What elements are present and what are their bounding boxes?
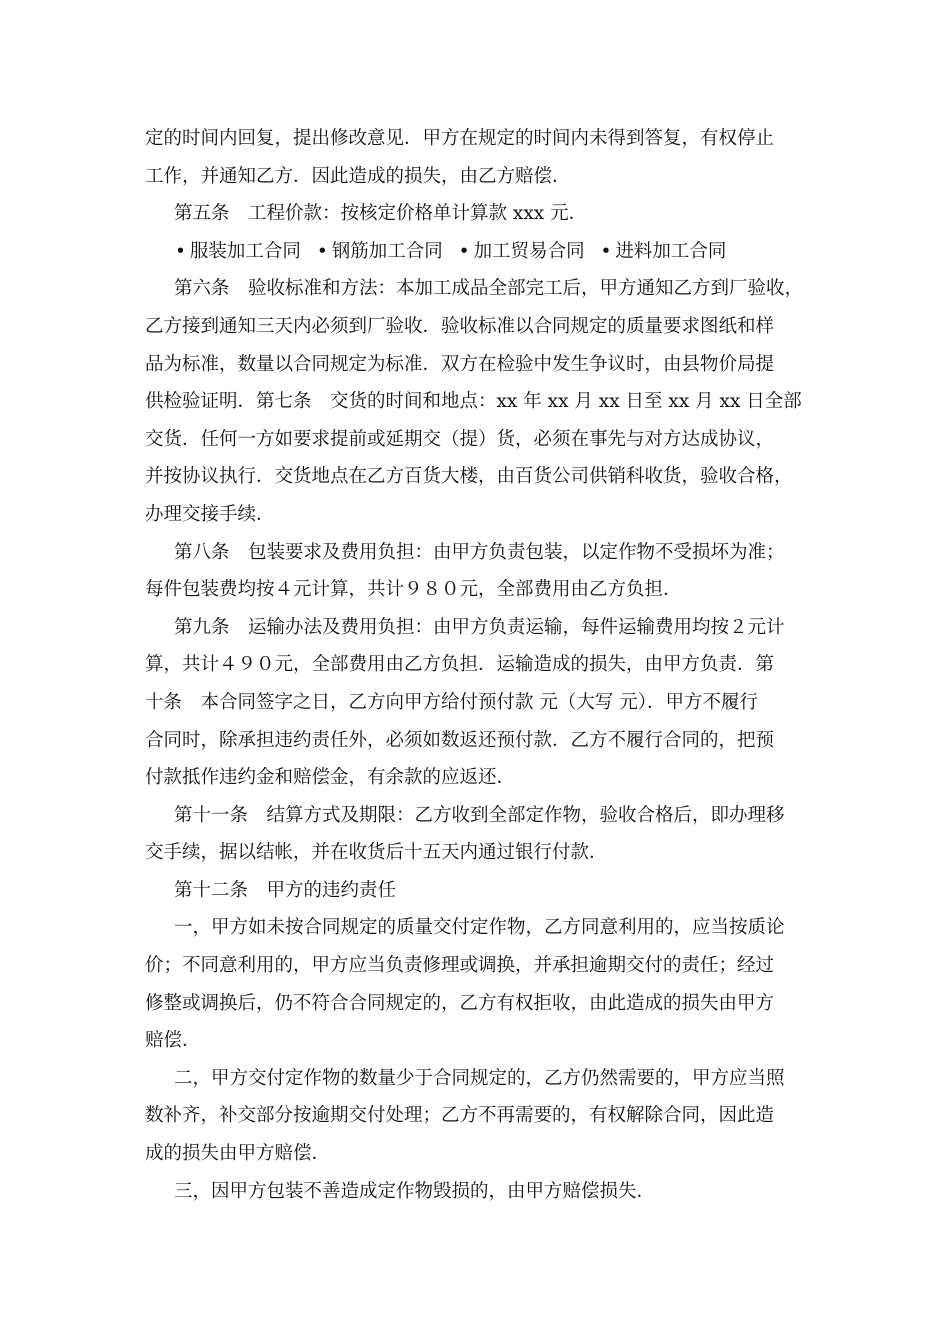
paragraph-line: 供检验证明．第七条 交货的时间和地点：xx 年 xx 月 xx 日至 xx 月 xx 日全部 bbox=[145, 391, 802, 413]
bullet-icon: • bbox=[175, 240, 186, 262]
clause-8-line: 第八条 包装要求及费用负担：由甲方负责包装，以定作物不受损坏为准； bbox=[174, 541, 785, 563]
paragraph-line: 乙方接到通知三天内必须到厂验收．验收标准以合同规定的质量要求图纸和样 bbox=[145, 315, 775, 337]
paragraph-line: 成的损失由甲方赔偿． bbox=[145, 1143, 331, 1165]
paragraph-line: 交手续，据以结帐，并在收货后十五天内通过银行付款． bbox=[145, 842, 608, 864]
paragraph-line: 赔偿． bbox=[145, 1030, 201, 1052]
paragraph-line: 并按协议执行．交货地点在乙方百货大楼，由百货公司供销科收货，验收合格， bbox=[145, 466, 793, 488]
paragraph-line: 付款抵作违约金和赔偿金，有余款的应返还． bbox=[145, 767, 516, 789]
related-link-imported-materials[interactable]: • 进料加工合同 bbox=[600, 240, 727, 262]
bullet-icon: • bbox=[458, 240, 470, 262]
paragraph-line: 每件包装费均按４元计算，共计９８０元，全部费用由乙方负担． bbox=[145, 579, 682, 601]
paragraph-line: 办理交接手续． bbox=[145, 503, 275, 525]
item-1-line: 一，甲方如未按合同规定的质量交付定作物，乙方同意利用的，应当按质论 bbox=[174, 917, 785, 939]
paragraph-line: 价；不同意利用的，甲方应当负责修理或调换，并承担逾期交付的责任；经过 bbox=[145, 955, 775, 977]
related-link-processing-trade[interactable]: • 加工贸易合同 bbox=[458, 240, 585, 262]
paragraph-line: 修整或调换后，仍不符合合同规定的，乙方有权拒收，由此造成的损失由甲方 bbox=[145, 992, 775, 1014]
related-links-row bbox=[145, 233, 825, 271]
related-link-rebar[interactable]: • 钢筋加工合同 bbox=[316, 240, 443, 262]
paragraph-line: 工作，并通知乙方．因此造成的损失，由乙方赔偿． bbox=[145, 165, 571, 187]
clause-11-line: 第十一条 结算方式及期限：乙方收到全部定作物，验收合格后，即办理移 bbox=[174, 804, 785, 826]
clause-5-line: 第五条 工程价款：按核定价格单计算款 xxx 元． bbox=[174, 203, 588, 225]
item-2-line: 二，甲方交付定作物的数量少于合同规定的，乙方仍然需要的，甲方应当照 bbox=[174, 1067, 785, 1089]
paragraph-line: 品为标准，数量以合同规定为标准．双方在检验中发生争议时，由县物价局提 bbox=[145, 353, 775, 375]
document-body bbox=[145, 120, 825, 1210]
paragraph-line: 定的时间内回复，提出修改意见．甲方在规定的时间内未得到答复，有权停止 bbox=[145, 128, 775, 149]
related-link-garment[interactable]: • 服装加工合同 bbox=[175, 240, 301, 262]
bullet-icon: • bbox=[600, 240, 612, 262]
paragraph-line: 合同时，除承担违约责任外，必须如数返还预付款．乙方不履行合同的，把预 bbox=[145, 729, 775, 751]
paragraph-line: 数补齐，补交部分按逾期交付处理；乙方不再需要的，有权解除合同，因此造 bbox=[145, 1105, 775, 1127]
clause-9-line: 第九条 运输办法及费用负担：由甲方负责运输，每件运输费用均按２元计 bbox=[174, 616, 785, 638]
clause-6-line: 第六条 验收标准和方法：本加工成品全部完工后，甲方通知乙方到厂验收， bbox=[174, 278, 804, 300]
paragraph-line: 算，共计４９０元，全部费用由乙方负担．运输造成的损失，由甲方负责．第 bbox=[145, 654, 775, 676]
paragraph-line: 交货．任何一方如要求提前或延期交（提）货，必须在事先与对方达成协议， bbox=[145, 428, 775, 450]
item-3-line: 三，因甲方包装不善造成定作物毁损的，由甲方赔偿损失． bbox=[174, 1180, 656, 1202]
clause-12-heading: 第十二条 甲方的违约责任 bbox=[174, 879, 397, 901]
bullet-icon: • bbox=[316, 240, 328, 262]
paragraph-line: 十条 本合同签字之日，乙方向甲方给付预付款 元（大写 元）．甲方不履行 bbox=[145, 691, 759, 713]
